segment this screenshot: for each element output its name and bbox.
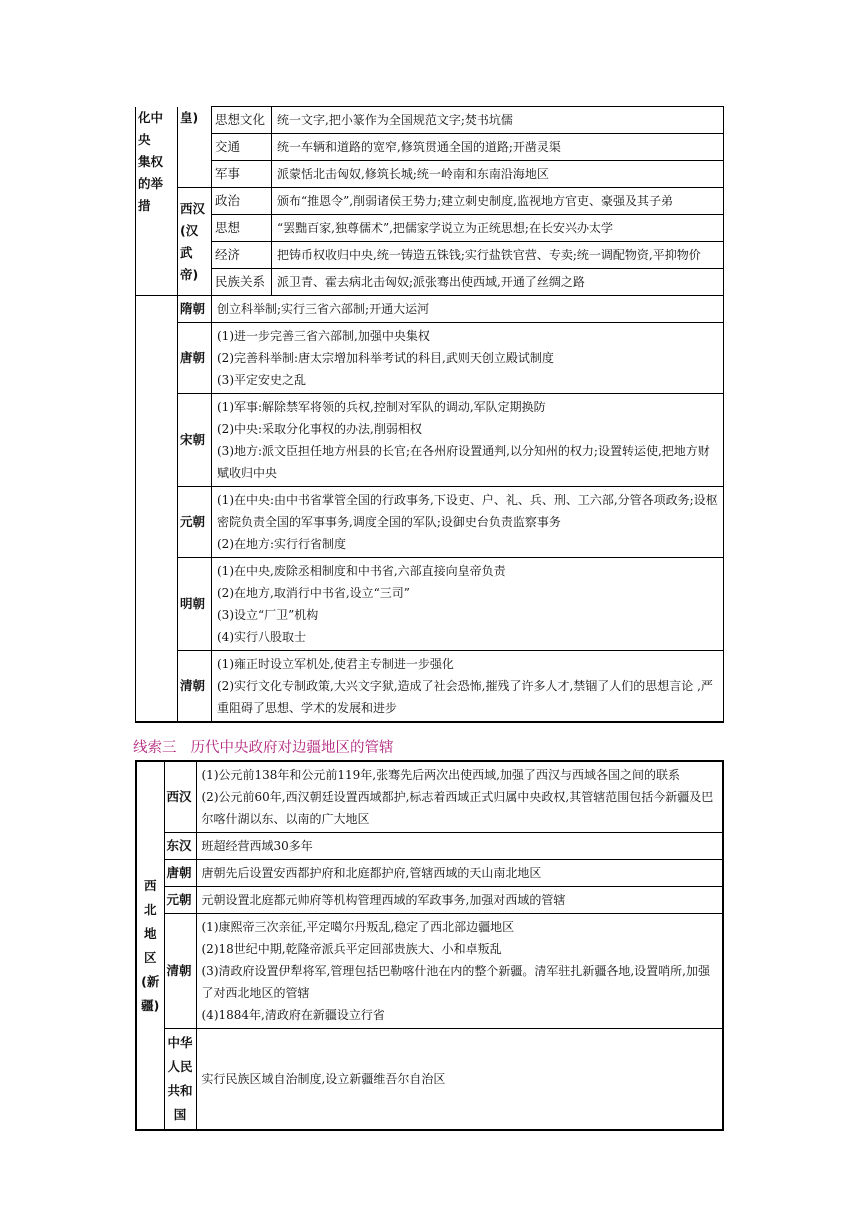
table-row: [136, 215, 724, 242]
dynasty-content: (1)进一步完善三省六部制,加强中央集权 (2)完善科举制:唐太宗增加科举考试的科目,武则天创立殿试制度 (3)平定安史之乱: [212, 323, 724, 394]
dynasty-content: (1)军事:解除禁军将领的兵权,控制对军队的调动,军队定期换防 (2)中央:采取分化事权的办法,削弱相权 (3)地方:派文臣担任地方州县的长官;在各州府设置通判,以分知州的权力;设置转运使,把地方财赋收归中央: [212, 394, 724, 487]
aspect-label: 军事: [212, 161, 272, 188]
category-label: 化中央 集权 的举措: [136, 107, 178, 296]
dynasty-label: 唐朝: [164, 860, 196, 887]
table-row: [136, 860, 723, 887]
table-row: [136, 188, 724, 215]
dynasty-content: 唐朝先后设置安西都护府和北庭都护府,管辖西域的天山南北地区: [196, 860, 723, 887]
dynasty-label: 清朝: [178, 651, 212, 723]
dynasty-label: 宋朝: [178, 394, 212, 487]
table-row: [136, 651, 724, 723]
dynasty-label: 隋朝: [178, 296, 212, 323]
dynasty-label-qin: 皇): [178, 107, 212, 188]
aspect-content: 派蒙恬北击匈奴,修筑长城;统一岭南和东南沿海地区: [272, 161, 724, 188]
table-row: [136, 1029, 723, 1131]
category-continuation: [136, 296, 178, 723]
aspect-content: 派卫青、霍去病北击匈奴;派张骞出使西域,开通了丝绸之路: [272, 269, 724, 296]
table-row: [136, 394, 724, 487]
dynasty-content: 班超经营西域30多年: [196, 833, 723, 860]
dynasty-content: (1)在中央:由中书省掌管全国的行政事务,下设吏、户、礼、兵、刑、工六部,分管各项政务;设枢密院负责全国的军事事务,调度全国的军队;设御史台负责监察事务 (2)在地方:实行行省制度: [212, 487, 724, 558]
table-row: [136, 269, 724, 296]
table-row: [136, 914, 723, 1029]
dynasty-content: 实行民族区域自治制度,设立新疆维吾尔自治区: [196, 1029, 723, 1131]
aspect-content: 把铸币权收归中央,统一铸造五铢钱;实行盐铁官营、专卖;统一调配物资,平抑物价: [272, 242, 724, 269]
dynasty-label: 清朝: [164, 914, 196, 1029]
dynasty-label: 东汉: [164, 833, 196, 860]
table-row: [136, 761, 723, 833]
table-row: [136, 161, 724, 188]
aspect-content: 统一文字,把小篆作为全国规范文字;焚书坑儒: [272, 107, 724, 134]
dynasty-content: 元朝设置北庭都元帅府等机构管理西域的军政事务,加强对西域的管辖: [196, 887, 723, 914]
dynasty-content: (1)公元前138年和公元前119年,张骞先后两次出使西域,加强了西汉与西域各国之间的联系 (2)公元前60年,西汉朝廷设置西域都护,标志着西域正式归属中央政权,其管辖范围包括今新疆及巴尔喀什湖以东、以南的广大地区: [196, 761, 723, 833]
aspect-label: 交通: [212, 134, 272, 161]
aspect-label: 政治: [212, 188, 272, 215]
frontier-administration-table: [135, 760, 724, 1131]
aspect-label: 思想文化: [212, 107, 272, 134]
dynasty-label: 西汉: [164, 761, 196, 833]
aspect-content: 颁布“推恩令”,削弱诸侯王势力;建立刺史制度,监视地方官吏、豪强及其子弟: [272, 188, 724, 215]
dynasty-label: 明朝: [178, 558, 212, 651]
section-heading: [133, 736, 394, 757]
table-row: [136, 107, 724, 134]
table-row: [136, 887, 723, 914]
dynasty-label: 元朝: [178, 487, 212, 558]
aspect-label: 民族关系: [212, 269, 272, 296]
table-row: [136, 323, 724, 394]
table-row: [136, 134, 724, 161]
dynasty-label: 唐朝: [178, 323, 212, 394]
dynasty-content: 创立科举制;实行三省六部制;开通大运河: [212, 296, 724, 323]
table-row: [136, 833, 723, 860]
aspect-content: 统一车辆和道路的宽窄,修筑贯通全国的道路;开凿灵渠: [272, 134, 724, 161]
dynasty-content: (1)在中央,废除丞相制度和中书省,六部直接向皇帝负责 (2)在地方,取消行中书省,设立“三司” (3)设立“厂卫”机构 (4)实行八股取士: [212, 558, 724, 651]
table-row: [136, 558, 724, 651]
aspect-content: “罢黜百家,独尊儒术”,把儒家学说立为正统思想;在长安兴办太学: [272, 215, 724, 242]
aspect-label: 经济: [212, 242, 272, 269]
dynasty-content: (1)康熙帝三次亲征,平定噶尔丹叛乱,稳定了西北部边疆地区 (2)18世纪中期,乾隆帝派兵平定回部贵族大、小和卓叛乱 (3)清政府设置伊犁将军,管理包括巴勒喀什池在内的整个新疆。清军驻扎新疆各地,设置哨所,加强了对西北地区的管辖 (4)1884年,清政府在新疆设立行省: [196, 914, 723, 1029]
table-row: [136, 242, 724, 269]
dynasty-label-han: 西汉 (汉武 帝): [178, 188, 212, 296]
dynasty-label: 元朝: [164, 887, 196, 914]
table-row: [136, 296, 724, 323]
aspect-label: 思想: [212, 215, 272, 242]
dynasty-label-prc: 中华 人民 共和 国: [164, 1029, 196, 1131]
central-power-measures-table: [135, 106, 724, 723]
table-row: [136, 487, 724, 558]
section-title: 历代中央政府对边疆地区的管辖: [190, 740, 394, 756]
section-number: 线索三: [133, 740, 177, 756]
region-label: 西 北 地 区 (新 疆): [136, 761, 164, 1130]
dynasty-content: (1)雍正时设立军机处,使君主专制进一步强化 (2)实行文化专制政策,大兴文字狱,造成了社会恐怖,摧残了许多人才,禁锢了人们的思想言论 ,严重阻碍了思想、学术的发展和进步: [212, 651, 724, 723]
